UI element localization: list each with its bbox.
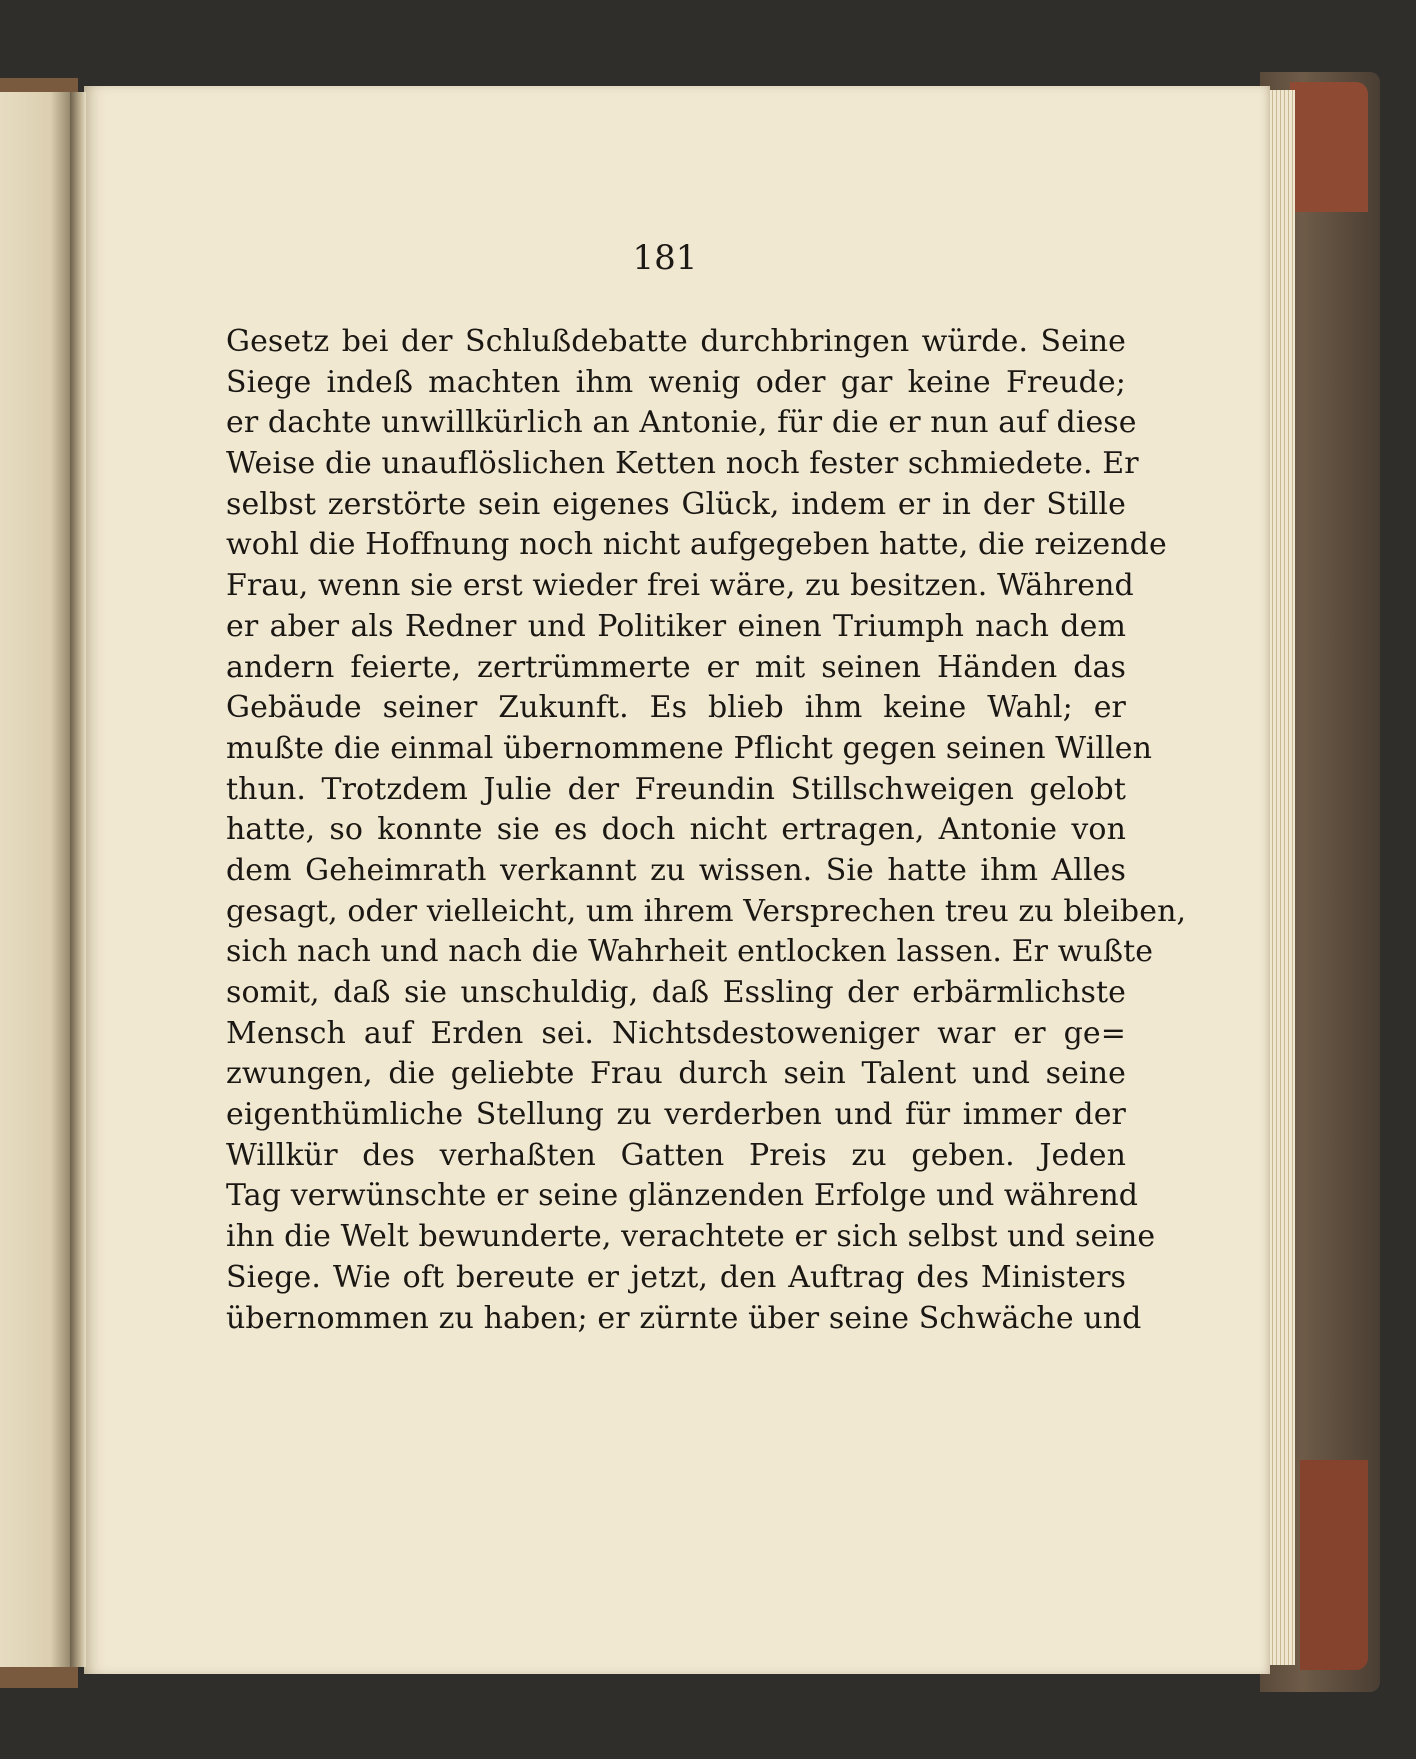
- page-number: 181: [632, 238, 698, 278]
- text-line: gesagt, oder vielleicht, um ihrem Versprechen treu zu bleiben,: [226, 893, 1187, 929]
- text-line: sich nach und nach die Wahrheit entlocken lassen. Er wußte: [226, 934, 1154, 970]
- text-line: Willkür des verhaßten Gatten Preis zu geben. Jeden: [226, 1137, 1126, 1173]
- text-line: übernommen zu haben; er zürnte über seine Schwäche und: [226, 1300, 1142, 1336]
- text-line: Gebäude seiner Zukunft. Es blieb ihm keine Wahl; er: [226, 690, 1126, 726]
- text-line: Frau, wenn sie erst wieder frei wäre, zu besitzen. Während: [226, 568, 1134, 604]
- text-line: Mensch auf Erden sei. Nichtsdestoweniger war er ge=: [226, 1015, 1126, 1051]
- text-line: wohl die Hoffnung noch nicht aufgegeben hatte, die reizende: [226, 527, 1167, 563]
- text-line: er aber als Redner und Politiker einen Triumph nach dem: [226, 608, 1126, 644]
- text-line: Siege. Wie oft bereute er jetzt, den Auftrag des Ministers: [226, 1259, 1126, 1295]
- text-line: Siege indeß machten ihm wenig oder gar keine Freude;: [226, 364, 1126, 400]
- text-line: Gesetz bei der Schlußdebatte durchbringen würde. Seine: [226, 324, 1126, 359]
- text-line: selbst zerstörte sein eigenes Glück, indem er in der Stille: [226, 486, 1126, 522]
- text-line: zwungen, die geliebte Frau durch sein Talent und seine: [226, 1056, 1126, 1092]
- book-gutter: [70, 92, 86, 1667]
- text-line: Tag verwünschte er seine glänzenden Erfolge und während: [226, 1178, 1139, 1214]
- text-line: andern feierte, zertrümmerte er mit seinen Händen das: [226, 649, 1126, 685]
- text-line: somit, daß sie unschuldig, daß Essling der erbärmlichste: [226, 975, 1126, 1010]
- cover-corner-top: [1290, 82, 1368, 212]
- left-page-edge: [0, 92, 74, 1667]
- text-line: er dachte unwillkürlich an Antonie, für die er nun auf diese: [226, 405, 1137, 441]
- text-line: thun. Trotzdem Julie der Freundin Stillschweigen gelobt: [226, 771, 1126, 807]
- text-line: eigenthümliche Stellung zu verderben und für immer der: [226, 1097, 1126, 1133]
- text-line: hatte, so konnte sie es doch nicht ertragen, Antonie von: [226, 812, 1126, 848]
- cover-corner-bottom: [1300, 1460, 1368, 1670]
- text-line: ihn die Welt bewunderte, verachtete er sich selbst und seine: [226, 1219, 1156, 1255]
- text-line: Weise die unauflöslichen Ketten noch fester schmiedete. Er: [226, 446, 1139, 482]
- text-line: dem Geheimrath verkannt zu wissen. Sie hatte ihm Alles: [226, 852, 1126, 888]
- body-text: [226, 322, 1187, 1339]
- text-line: mußte die einmal übernommene Pflicht gegen seinen Willen: [226, 730, 1153, 766]
